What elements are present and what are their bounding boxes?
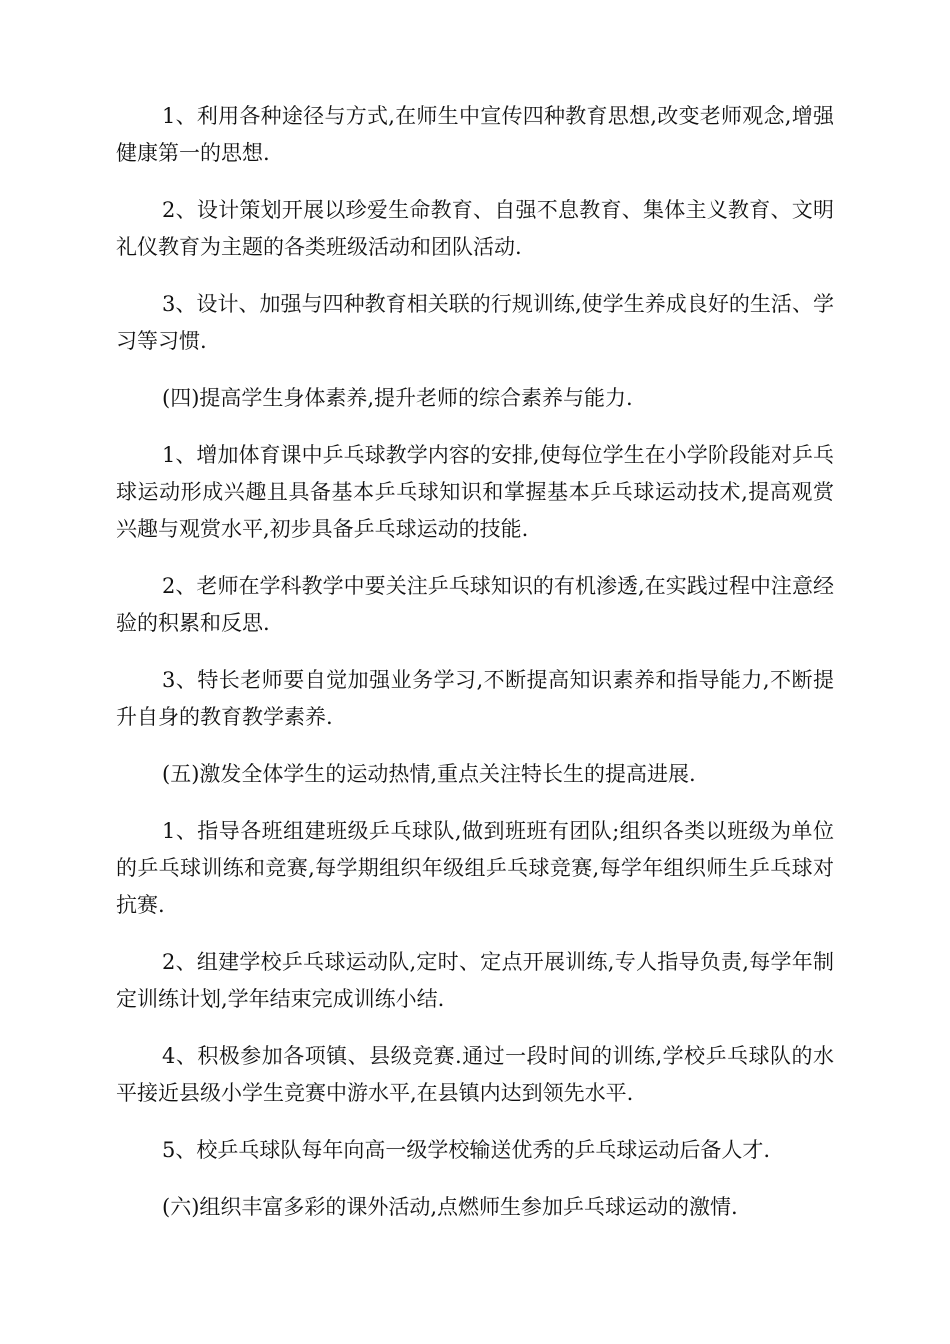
paragraph-item: 2、老师在学科教学中要关注乒乓球知识的有机渗透,在实践过程中注意经验的积累和反思. (116, 574, 834, 635)
section-heading: (六)组织丰富多彩的课外活动,点燃师生参加乒乓球运动的激情. (162, 1195, 738, 1219)
paragraph-item: 1、利用各种途径与方式,在师生中宣传四种教育思想,改变老师观念,增强健康第一的思想. (116, 104, 834, 165)
section-heading: (四)提高学生身体素养,提升老师的综合素养与能力. (162, 386, 633, 410)
document-page (116, 98, 834, 1246)
section-heading: (五)激发全体学生的运动热情,重点关注特长生的提高进展. (162, 762, 696, 786)
paragraph-item: 3、设计、加强与四种教育相关联的行规训练,使学生养成良好的生活、学习等习惯. (116, 292, 834, 353)
paragraph-item: 1、增加体育课中乒乓球教学内容的安排,使每位学生在小学阶段能对乒乓球运动形成兴趣且具备基本乒乓球知识和掌握基本乒乓球运动技术,提高观赏兴趣与观赏水平,初步具备乒乓球运动的技能. (116, 443, 834, 541)
paragraph-item: 1、指导各班组建班级乒乓球队,做到班班有团队;组织各类以班级为单位的乒乓球训练和竞赛,每学期组织年级组乒乓球竞赛,每学年组织师生乒乓球对抗赛. (116, 819, 834, 917)
paragraph-item: 2、设计策划开展以珍爱生命教育、自强不息教育、集体主义教育、文明礼仪教育为主题的各类班级活动和团队活动. (116, 198, 834, 259)
paragraph-item: 4、积极参加各项镇、县级竞赛.通过一段时间的训练,学校乒乓球队的水平接近县级小学生竞赛中游水平,在县镇内达到领先水平. (116, 1044, 834, 1105)
paragraph-item: 5、校乒乓球队每年向高一级学校输送优秀的乒乓球运动后备人才. (162, 1138, 771, 1162)
paragraph-item: 2、组建学校乒乓球运动队,定时、定点开展训练,专人指导负责,每学年制定训练计划,学年结束完成训练小结. (116, 950, 834, 1011)
paragraph-item: 3、特长老师要自觉加强业务学习,不断提高知识素养和指导能力,不断提升自身的教育教学素养. (116, 668, 834, 729)
